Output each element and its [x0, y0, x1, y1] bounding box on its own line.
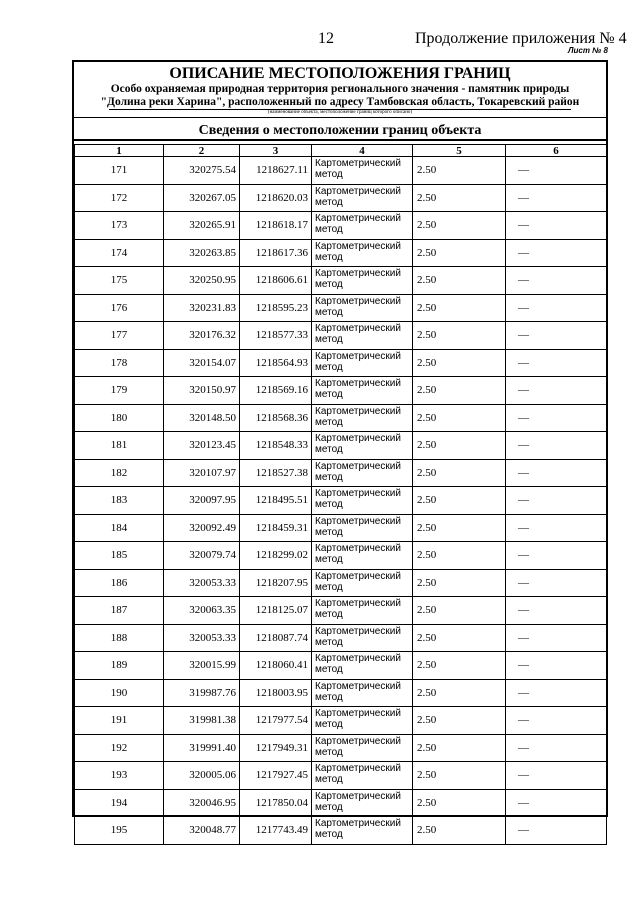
description-cell: — — [506, 404, 607, 432]
precision-cell: 2.50 — [413, 597, 506, 625]
precision-cell: 2.50 — [413, 349, 506, 377]
document-title: ОПИСАНИЕ МЕСТОПОЛОЖЕНИЯ ГРАНИЦ — [169, 65, 511, 82]
description-cell: — — [506, 679, 607, 707]
coordinate-y: 1218606.61 — [240, 267, 312, 295]
description-cell: — — [506, 157, 607, 185]
description-cell: — — [506, 707, 607, 735]
method-cell: Картометрический метод — [312, 514, 413, 542]
coordinate-x: 319987.76 — [164, 679, 240, 707]
table-row — [75, 597, 607, 625]
description-cell: — — [506, 734, 607, 762]
table-row — [75, 157, 607, 185]
point-number: 187 — [75, 597, 164, 625]
table-row — [75, 322, 607, 350]
coordinate-x: 320092.49 — [164, 514, 240, 542]
table-row — [75, 817, 607, 845]
method-cell: Картометрический метод — [312, 707, 413, 735]
point-number: 193 — [75, 762, 164, 790]
description-cell: — — [506, 432, 607, 460]
description-cell: — — [506, 597, 607, 625]
table-row — [75, 679, 607, 707]
point-number: 184 — [75, 514, 164, 542]
method-cell: Картометрический метод — [312, 487, 413, 515]
table-header-row — [75, 145, 607, 157]
coordinate-y: 1218459.31 — [240, 514, 312, 542]
coordinate-x: 320123.45 — [164, 432, 240, 460]
precision-cell: 2.50 — [413, 789, 506, 817]
precision-cell: 2.50 — [413, 432, 506, 460]
table-row — [75, 569, 607, 597]
coordinate-x: 320053.33 — [164, 569, 240, 597]
precision-cell: 2.50 — [413, 404, 506, 432]
coordinate-x: 320265.91 — [164, 212, 240, 240]
precision-cell: 2.50 — [413, 377, 506, 405]
coordinate-y: 1218569.16 — [240, 377, 312, 405]
description-cell: — — [506, 267, 607, 295]
point-number: 179 — [75, 377, 164, 405]
coordinate-x: 320107.97 — [164, 459, 240, 487]
coordinate-y: 1218207.95 — [240, 569, 312, 597]
table-row — [75, 624, 607, 652]
table-body — [75, 157, 607, 845]
coordinate-y: 1218125.07 — [240, 597, 312, 625]
description-cell: — — [506, 624, 607, 652]
coordinate-y: 1217850.04 — [240, 789, 312, 817]
table-row — [75, 184, 607, 212]
table-row — [75, 487, 607, 515]
coordinate-x: 320046.95 — [164, 789, 240, 817]
description-cell: — — [506, 514, 607, 542]
object-note: (наименование объекта, местоположение границ которого описано) — [267, 110, 413, 115]
coordinate-x: 320148.50 — [164, 404, 240, 432]
coordinate-x: 320275.54 — [164, 157, 240, 185]
method-cell: Картометрический метод — [312, 432, 413, 460]
page-number: 12 — [318, 30, 334, 47]
point-number: 195 — [75, 817, 164, 845]
method-cell: Картометрический метод — [312, 322, 413, 350]
precision-cell: 2.50 — [413, 239, 506, 267]
table-row — [75, 514, 607, 542]
method-cell: Картометрический метод — [312, 624, 413, 652]
coordinate-y: 1218564.93 — [240, 349, 312, 377]
coordinate-y: 1218577.33 — [240, 322, 312, 350]
point-number: 172 — [75, 184, 164, 212]
coordinate-x: 320263.85 — [164, 239, 240, 267]
description-cell: — — [506, 184, 607, 212]
coordinate-x: 320250.95 — [164, 267, 240, 295]
table-row — [75, 734, 607, 762]
method-cell: Картометрический метод — [312, 734, 413, 762]
precision-cell: 2.50 — [413, 157, 506, 185]
point-number: 185 — [75, 542, 164, 570]
object-description-line2: "Долина реки Харина", расположенный по адресу Тамбовская область, Токаревский район — [100, 96, 580, 108]
method-cell: Картометрический метод — [312, 294, 413, 322]
precision-cell: 2.50 — [413, 267, 506, 295]
method-cell: Картометрический метод — [312, 239, 413, 267]
method-cell: Картометрический метод — [312, 157, 413, 185]
method-cell: Картометрический метод — [312, 679, 413, 707]
precision-cell: 2.50 — [413, 569, 506, 597]
point-number: 188 — [75, 624, 164, 652]
table-row — [75, 762, 607, 790]
table-row — [75, 542, 607, 570]
precision-cell: 2.50 — [413, 322, 506, 350]
object-description-line1: Особо охраняемая природная территория регионального значения - памятник природы — [110, 83, 570, 95]
column-header-3: 3 — [240, 145, 312, 157]
point-number: 189 — [75, 652, 164, 680]
precision-cell: 2.50 — [413, 212, 506, 240]
point-number: 173 — [75, 212, 164, 240]
point-number: 194 — [75, 789, 164, 817]
coordinate-y: 1217927.45 — [240, 762, 312, 790]
description-cell: — — [506, 789, 607, 817]
table-row — [75, 404, 607, 432]
method-cell: Картометрический метод — [312, 597, 413, 625]
point-number: 178 — [75, 349, 164, 377]
point-number: 192 — [75, 734, 164, 762]
description-cell: — — [506, 377, 607, 405]
table-row — [75, 432, 607, 460]
coordinate-y: 1218527.38 — [240, 459, 312, 487]
coordinate-x: 320053.33 — [164, 624, 240, 652]
precision-cell: 2.50 — [413, 542, 506, 570]
table-row — [75, 789, 607, 817]
point-number: 180 — [75, 404, 164, 432]
column-header-1: 1 — [75, 145, 164, 157]
table-row — [75, 212, 607, 240]
coordinate-x: 320005.06 — [164, 762, 240, 790]
point-number: 176 — [75, 294, 164, 322]
method-cell: Картометрический метод — [312, 267, 413, 295]
coordinate-y: 1218617.36 — [240, 239, 312, 267]
table-row — [75, 267, 607, 295]
precision-cell: 2.50 — [413, 294, 506, 322]
method-cell: Картометрический метод — [312, 817, 413, 845]
description-cell: — — [506, 762, 607, 790]
coordinate-y: 1218627.11 — [240, 157, 312, 185]
sheet-label: Лист № 8 — [568, 46, 609, 55]
description-cell: — — [506, 542, 607, 570]
description-cell: — — [506, 459, 607, 487]
method-cell: Картометрический метод — [312, 184, 413, 212]
precision-cell: 2.50 — [413, 679, 506, 707]
coordinate-y: 1218087.74 — [240, 624, 312, 652]
coordinate-y: 1218620.03 — [240, 184, 312, 212]
description-cell: — — [506, 487, 607, 515]
coordinate-y: 1217977.54 — [240, 707, 312, 735]
table-row — [75, 294, 607, 322]
method-cell: Картометрический метод — [312, 377, 413, 405]
coordinate-x: 320079.74 — [164, 542, 240, 570]
point-number: 186 — [75, 569, 164, 597]
section-rule — [74, 139, 606, 141]
description-cell: — — [506, 817, 607, 845]
point-number: 191 — [75, 707, 164, 735]
table-row — [75, 707, 607, 735]
method-cell: Картометрический метод — [312, 789, 413, 817]
method-cell: Картометрический метод — [312, 762, 413, 790]
point-number: 183 — [75, 487, 164, 515]
coordinate-y: 1218495.51 — [240, 487, 312, 515]
precision-cell: 2.50 — [413, 817, 506, 845]
description-cell: — — [506, 652, 607, 680]
coordinate-x: 320097.95 — [164, 487, 240, 515]
coordinate-x: 320176.32 — [164, 322, 240, 350]
column-header-2: 2 — [164, 145, 240, 157]
coordinate-x: 320150.97 — [164, 377, 240, 405]
column-header-6: 6 — [506, 145, 607, 157]
coordinate-y: 1218595.23 — [240, 294, 312, 322]
coordinate-x: 320048.77 — [164, 817, 240, 845]
boundary-table — [74, 144, 607, 845]
precision-cell: 2.50 — [413, 514, 506, 542]
point-number: 174 — [75, 239, 164, 267]
method-cell: Картометрический метод — [312, 652, 413, 680]
description-cell: — — [506, 569, 607, 597]
document-header — [74, 62, 606, 118]
coordinate-y: 1218299.02 — [240, 542, 312, 570]
coordinate-y: 1217949.31 — [240, 734, 312, 762]
coordinate-x: 319991.40 — [164, 734, 240, 762]
precision-cell: 2.50 — [413, 707, 506, 735]
description-cell: — — [506, 349, 607, 377]
coordinate-x: 320154.07 — [164, 349, 240, 377]
method-cell: Картометрический метод — [312, 569, 413, 597]
column-header-4: 4 — [312, 145, 413, 157]
coordinate-y: 1218568.36 — [240, 404, 312, 432]
point-number: 181 — [75, 432, 164, 460]
description-cell: — — [506, 322, 607, 350]
method-cell: Картометрический метод — [312, 459, 413, 487]
coordinate-x: 320231.83 — [164, 294, 240, 322]
description-cell: — — [506, 212, 607, 240]
point-number: 182 — [75, 459, 164, 487]
precision-cell: 2.50 — [413, 459, 506, 487]
method-cell: Картометрический метод — [312, 542, 413, 570]
table-row — [75, 459, 607, 487]
point-number: 177 — [75, 322, 164, 350]
precision-cell: 2.50 — [413, 184, 506, 212]
coordinate-x: 320063.35 — [164, 597, 240, 625]
point-number: 190 — [75, 679, 164, 707]
point-number: 171 — [75, 157, 164, 185]
table-row — [75, 652, 607, 680]
coordinate-y: 1218060.41 — [240, 652, 312, 680]
coordinate-x: 319981.38 — [164, 707, 240, 735]
method-cell: Картометрический метод — [312, 349, 413, 377]
coordinate-x: 320015.99 — [164, 652, 240, 680]
description-cell: — — [506, 239, 607, 267]
precision-cell: 2.50 — [413, 762, 506, 790]
column-header-5: 5 — [413, 145, 506, 157]
coordinate-x: 320267.05 — [164, 184, 240, 212]
document-frame — [72, 60, 608, 840]
precision-cell: 2.50 — [413, 652, 506, 680]
continuation-label: Продолжение приложения № 4 — [415, 30, 627, 47]
coordinate-y: 1218548.33 — [240, 432, 312, 460]
description-cell: — — [506, 294, 607, 322]
coordinate-y: 1217743.49 — [240, 817, 312, 845]
table-row — [75, 239, 607, 267]
precision-cell: 2.50 — [413, 734, 506, 762]
coordinate-y: 1218618.17 — [240, 212, 312, 240]
section-title: Сведения о местоположении границ объекта — [198, 123, 482, 138]
precision-cell: 2.50 — [413, 624, 506, 652]
table-row — [75, 377, 607, 405]
method-cell: Картометрический метод — [312, 404, 413, 432]
precision-cell: 2.50 — [413, 487, 506, 515]
table-row — [75, 349, 607, 377]
point-number: 175 — [75, 267, 164, 295]
coordinate-y: 1218003.95 — [240, 679, 312, 707]
method-cell: Картометрический метод — [312, 212, 413, 240]
